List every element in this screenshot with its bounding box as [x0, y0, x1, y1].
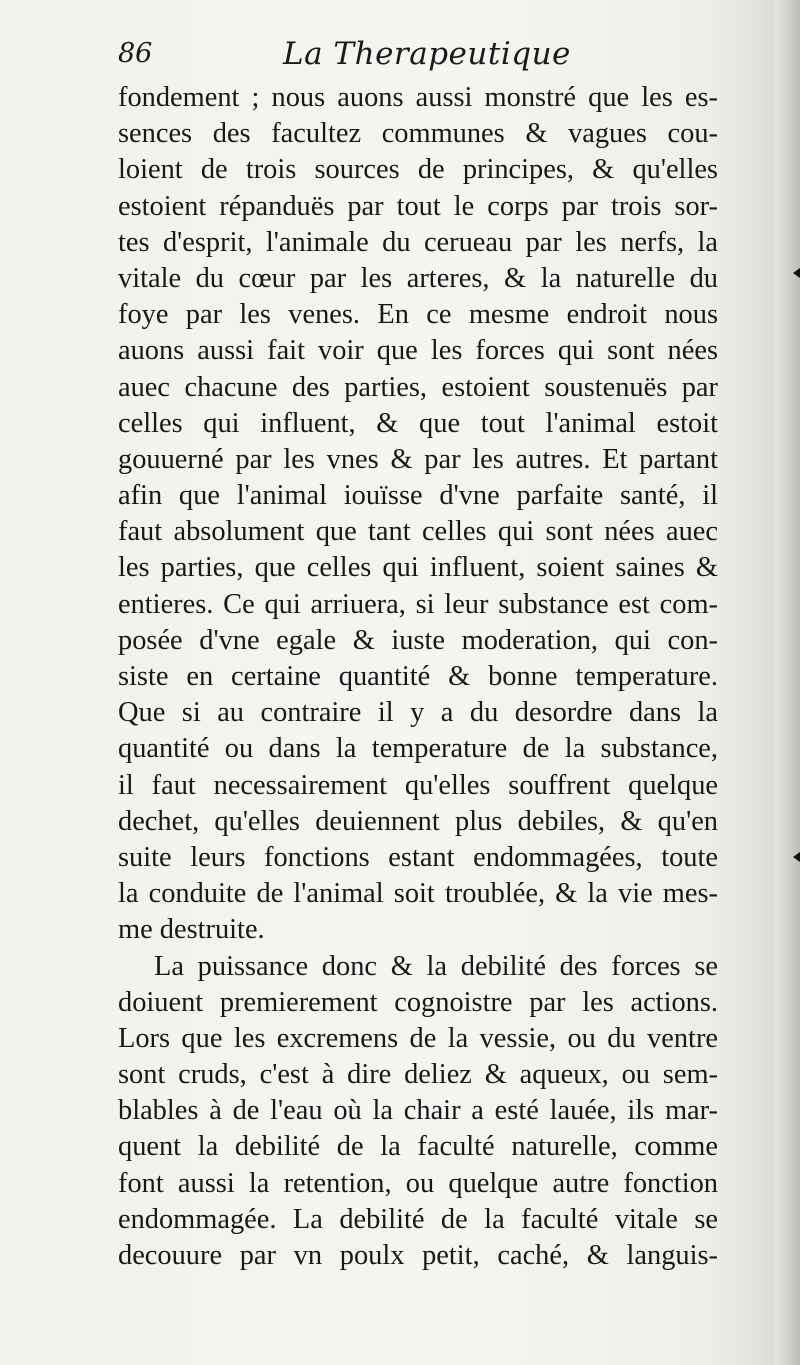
text-line: foye par les venes. En ce mesme endroit nous [118, 299, 718, 331]
text-line: vitale du cœur par les arteres, & la naturelle du [118, 262, 718, 294]
text-line: afin que l'animal iouïsse d'vne parfaite santé, il [118, 480, 718, 512]
text-line: quantité ou dans la temperature de la substance, [118, 733, 718, 765]
text-line: estoient répanduës par tout le corps par trois sor- [118, 190, 718, 222]
text-line: La puissance donc & la debilité des forces se [154, 950, 718, 982]
text-line: me destruite. [118, 914, 265, 946]
text-line: les parties, que celles qui influent, soient saines & [118, 552, 718, 584]
text-line: gouuerné par les vnes & par les autres. Et partant [118, 443, 718, 475]
body-text [118, 80, 718, 1274]
text-line: loient de trois sources de principes, & qu'elles [118, 154, 718, 186]
text-line: Que si au contraire il y a du desordre dans la [118, 697, 718, 729]
text-line: fondement ; nous auons aussi monstré que les es- [118, 82, 718, 113]
edge-mark [793, 852, 800, 862]
running-head: La Therapeutique [283, 36, 571, 72]
text-line: doiuent premierement cognoistre par les actions. [118, 986, 718, 1018]
text-line: blables à de l'eau où la chair a esté lauée, ils mar- [118, 1095, 718, 1127]
text-line: celles qui influent, & que tout l'animal estoit [118, 407, 718, 439]
page-gutter [774, 0, 800, 1365]
text-line: tes d'esprit, l'animale du cerueau par les nerfs, la [118, 226, 718, 258]
text-line: la conduite de l'animal soit troublée, & la vie mes- [118, 878, 718, 910]
text-line: entieres. Ce qui arriuera, si leur substance est com- [118, 588, 718, 620]
text-line: font aussi la retention, ou quelque autre fonction [118, 1167, 718, 1199]
text-line: Lors que les excremens de la vessie, ou du ventre [118, 1022, 718, 1054]
text-line: decouure par vn poulx petit, caché, & languis- [118, 1240, 718, 1271]
text-line: endommagée. La debilité de la faculté vitale se [118, 1203, 718, 1235]
text-line: auons aussi fait voir que les forces qui sont nées [118, 335, 718, 367]
page-number: 86 [118, 38, 153, 69]
text-line: auec chacune des parties, estoient soustenuës par [118, 371, 718, 403]
edge-mark [793, 268, 800, 278]
text-line: il faut necessairement qu'elles souffrent quelque [118, 769, 718, 801]
page-header [118, 30, 718, 80]
text-line: sences des facultez communes & vagues cou- [118, 118, 718, 150]
text-line: suite leurs fonctions estant endommagées, toute [118, 841, 718, 873]
text-line: sont cruds, c'est à dire deliez & aqueux, ou sem- [118, 1059, 718, 1091]
text-line: posée d'vne egale & iuste moderation, qui con- [118, 624, 718, 656]
text-line: dechet, qu'elles deuiennent plus debiles, & qu'en [118, 805, 718, 837]
text-line: faut absolument que tant celles qui sont nées auec [118, 516, 718, 548]
text-line: quent la debilité de la faculté naturelle, comme [118, 1131, 718, 1163]
text-line: siste en certaine quantité & bonne temperature. [118, 661, 718, 692]
